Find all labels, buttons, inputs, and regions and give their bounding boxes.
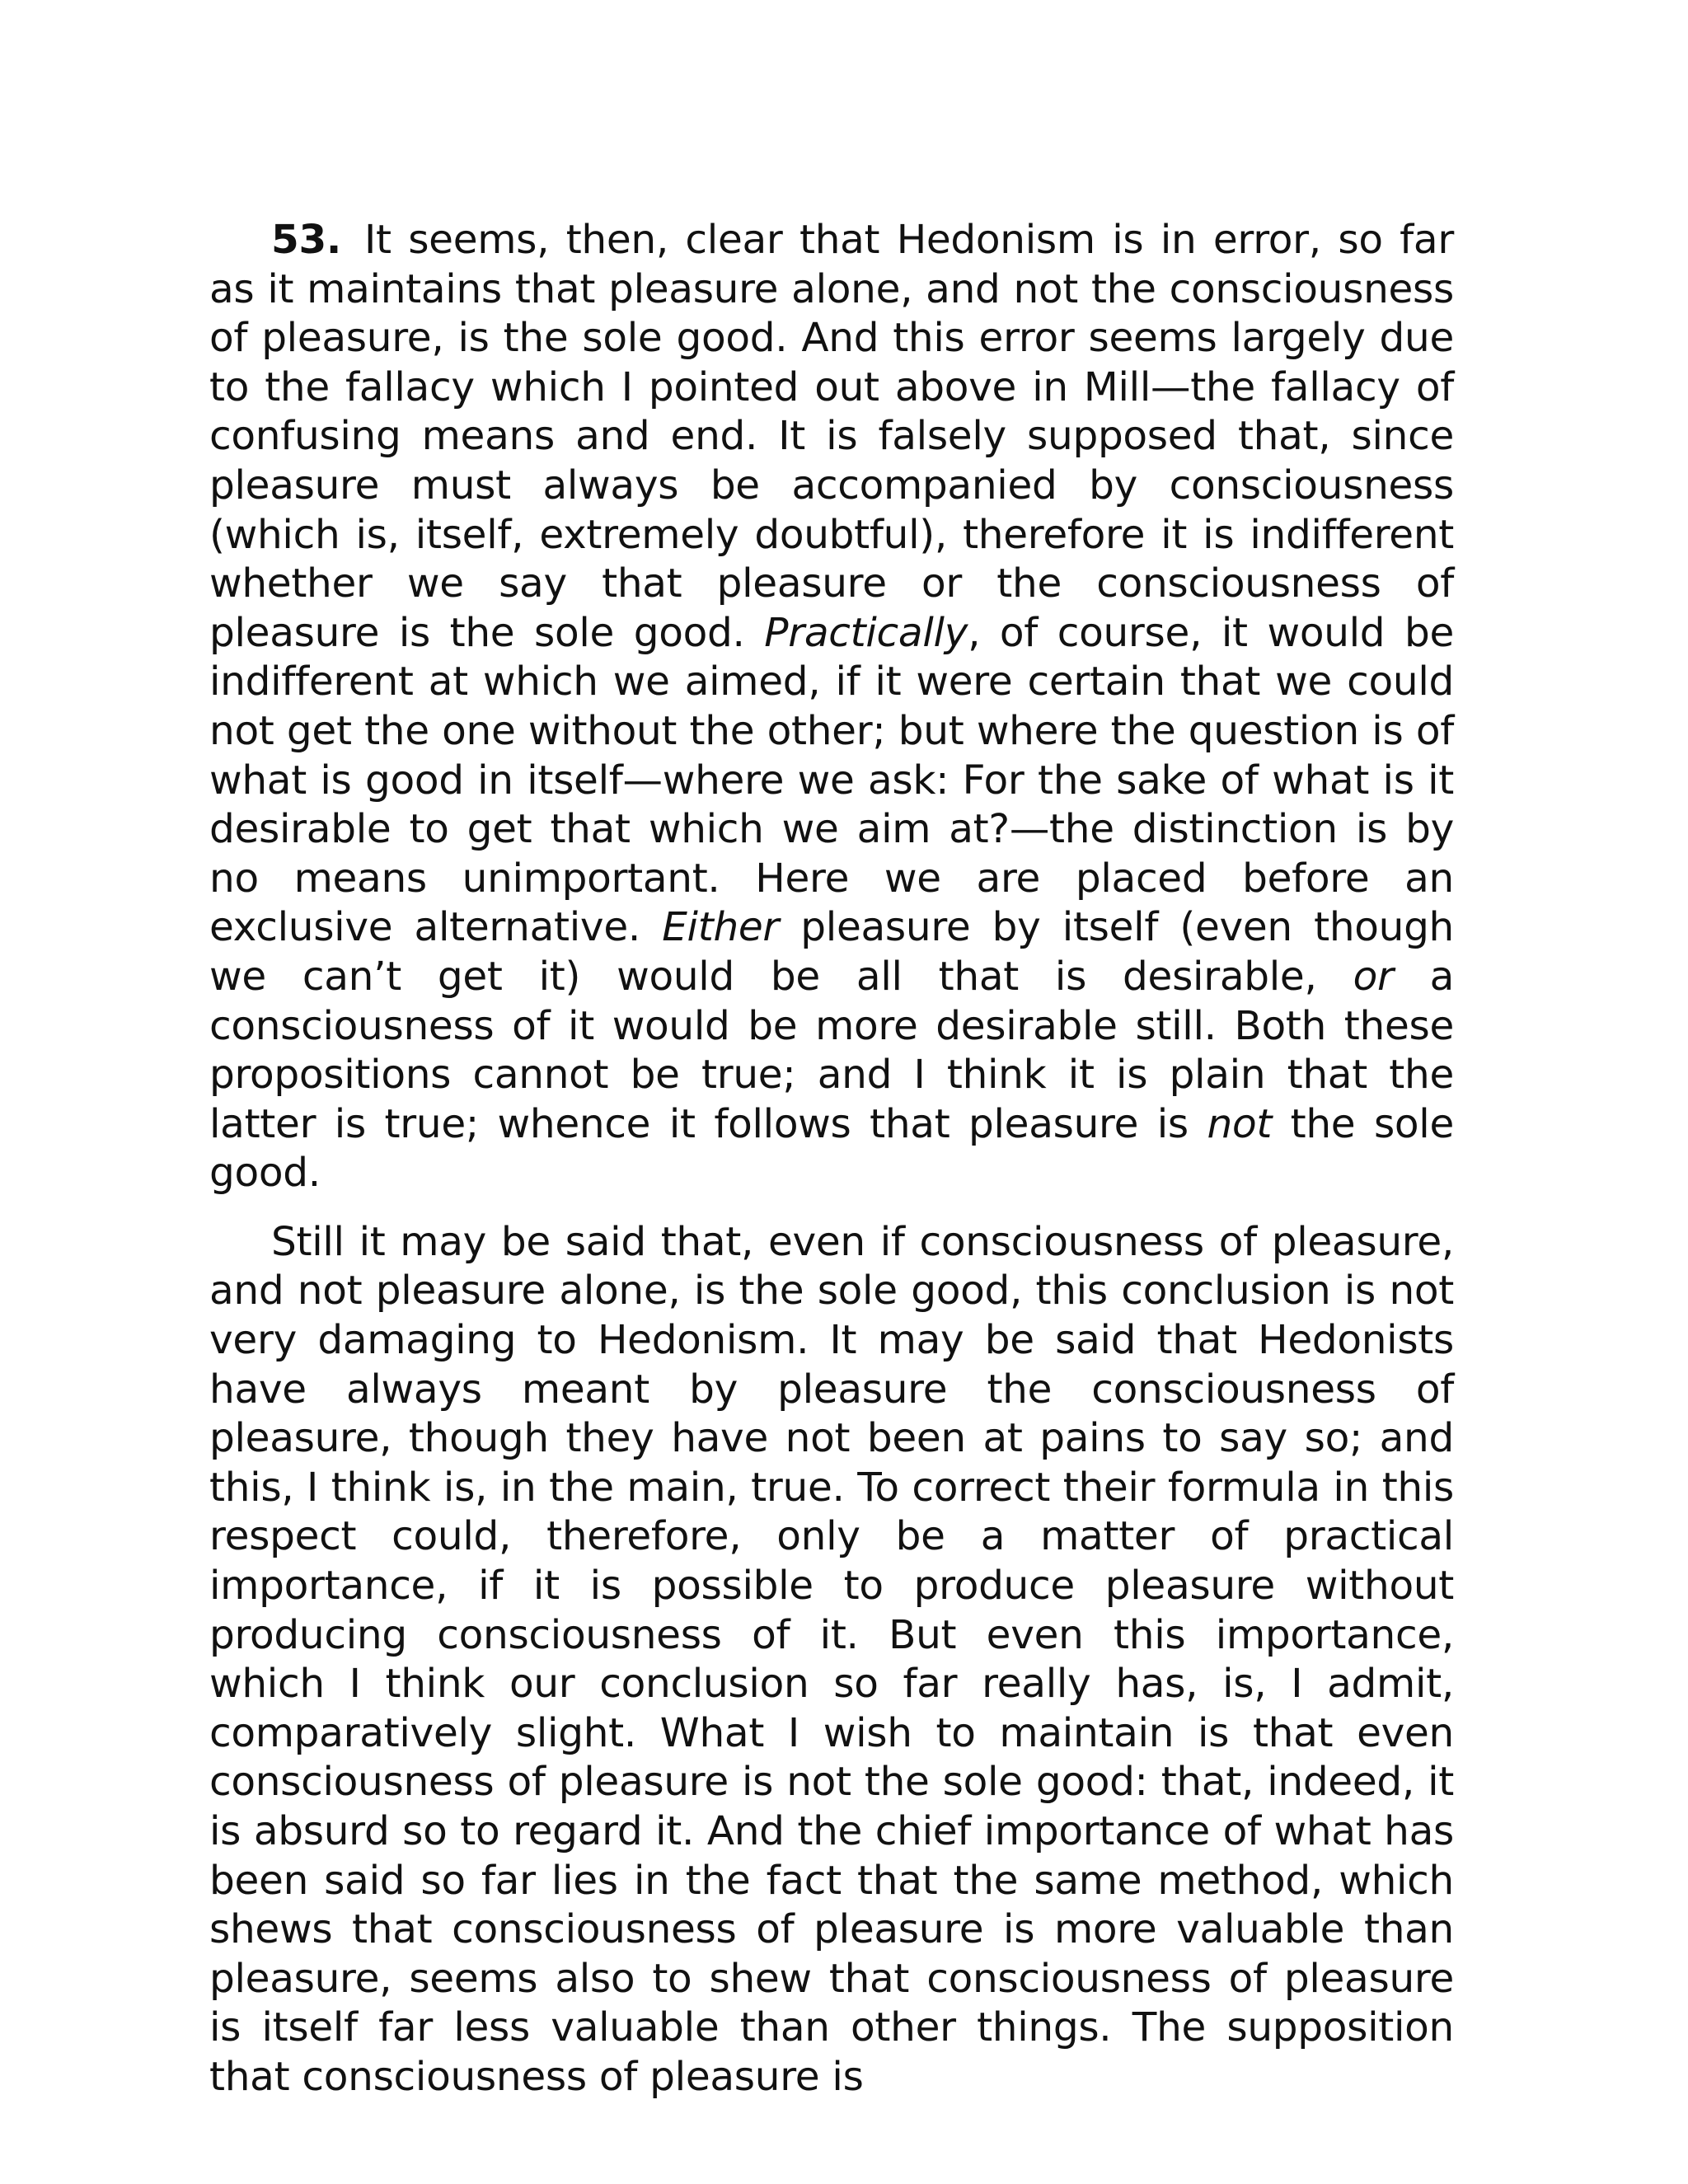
paragraph-2 [209,1218,1454,2102]
emphasis-practically: Practically [764,609,968,656]
emphasis-either: Either [662,904,780,951]
paragraph-1-text: , of course, it would be indifferent at which we aimed, if it were certain that we could not get the one without the other; but where the question is of what is good in itself—where we ask: For the sake of what is it desirable to get that which we aim at?—the distinction is by no means unimportant. Here we are placed before an exclusive alternative. [209,609,1454,951]
emphasis-not: not [1207,1100,1273,1147]
paragraph-1-text: It seems, then, clear that Hedonism is in error, so far as it maintains that pleasure alone, and not the consciousness of pleasure, is the sole good. And this error seems largely due to the fallacy which I pointed out above in Mill—the fallacy of confusing means and end. It is falsely supposed that, since pleasure must always be accompanied by consciousness (which is, itself, extremely doubtful), therefore it is indifferent whether we say that pleasure or the consciousness of pleasure is the sole good. [209,217,1454,656]
paragraph-1-text: the sole good. [209,1100,1455,1197]
paragraph-1-text: pleasure by itself (even though we can’t get it) would be all that is desirable, [209,904,1454,1000]
paragraph-2-text: Still it may be said that, even if consciousness of pleasure, and not pleasure alone, is the sole good, this conclusion is not very damaging to Hedonism. It may be said that Hedonists have always meant by pleasure the consciousness of pleasure, though they have not been at pains to say so; and this, I think is, in the main, true. To correct their formula in this respect could, therefore, only be a matter of practical importance, if it is possible to produce pleasure without producing consciousness of it. But even this importance, which I think our conclusion so far really has, is, I admit, comparatively slight. What I wish to maintain is that even consciousness of pleasure is not the sole good: that, indeed, it is absurd so to regard it. And the chief importance of what has been said so far lies in the fact that the same method, which shews that consciousness of pleasure is more valuable than pleasure, seems also to shew that consciousness of pleasure is itself far less valuable than other things. The supposition that consciousness of pleasure is [209,1218,1454,2100]
document-page [209,216,1454,2102]
paragraph-1 [209,216,1454,1198]
emphasis-or: or [1353,953,1394,1000]
section-number: 53. [271,217,342,263]
paragraph-1-text: a consciousness of it would be more desirable still. Both these propositions cannot be true; and I think it is plain that the latter is true; whence it follows that pleasure is [209,953,1454,1147]
